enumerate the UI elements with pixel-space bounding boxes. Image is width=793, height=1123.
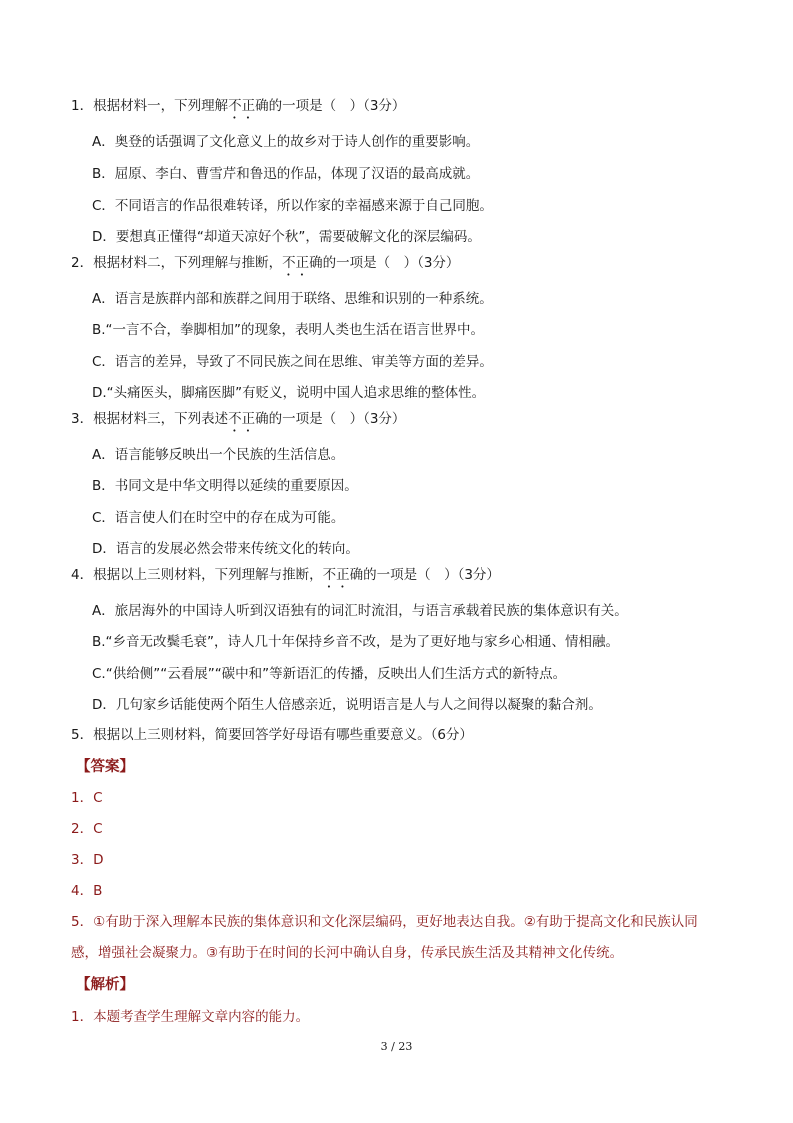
question-1-option-d: D．要想真正懂得“却道天凉好个秋”，需要破解文化的深层编码。 <box>92 229 481 245</box>
answer-3: 3．D <box>71 852 104 868</box>
question-2-option-b: B.“一言不合，拳脚相加”的现象，表明人类也生活在语言世界中。 <box>92 322 485 338</box>
question-3-stem: 3．根据材料三，下列表述不正确的一项是（ ）（3分） <box>71 411 406 427</box>
question-3-option-c: C．语言使人们在时空中的存在成为可能。 <box>92 510 345 526</box>
question-4-option-a: A．旅居海外的中国诗人听到汉语独有的词汇时流泪，与语言承载着民族的集体意识有关。 <box>92 603 628 619</box>
analysis-1: 1．本题考查学生理解文章内容的能力。 <box>71 1009 310 1025</box>
emphasis-dots: 不正 <box>322 567 350 583</box>
question-4-option-c: C.“供给侧”“云看展”“碳中和”等新语汇的传播，反映出人们生活方式的新特点。 <box>92 666 567 682</box>
question-4-option-d: D．几句家乡话能使两个陌生人倍感亲近，说明语言是人与人之间得以凝聚的黏合剂。 <box>92 697 602 713</box>
question-3-option-a: A．语言能够反映出一个民族的生活信息。 <box>92 447 345 463</box>
question-2-option-a: A．语言是族群内部和族群之间用于联络、思维和识别的一种系统。 <box>92 291 493 307</box>
emphasis-dots: 不正 <box>228 98 256 114</box>
question-2-option-d: D.“头痛医头，脚痛医脚”有贬义，说明中国人追求思维的整体性。 <box>92 385 486 401</box>
question-4-stem: 4．根据以上三则材料，下列理解与推断，不正确的一项是（ ）（3分） <box>71 567 500 583</box>
answer-4: 4．B <box>71 883 103 899</box>
answer-5-line-1: 5．①有助于深入理解本民族的集体意识和文化深层编码，更好地表达自我。②有助于提高文化和民族认同 <box>71 914 698 930</box>
emphasis-dots: 不正 <box>282 255 310 271</box>
question-5-stem: 5．根据以上三则材料，简要回答学好母语有哪些重要意义。（6分） <box>71 727 473 743</box>
answer-heading: 【答案】 <box>76 759 134 775</box>
question-3-option-d: D．语言的发展必然会带来传统文化的转向。 <box>92 541 359 557</box>
question-1-option-c: C．不同语言的作品很难转译，所以作家的幸福感来源于自己同胞。 <box>92 198 493 214</box>
analysis-heading: 【解析】 <box>76 977 134 993</box>
question-2-stem: 2．根据材料二，下列理解与推断，不正确的一项是（ ）（3分） <box>71 255 460 271</box>
question-3-option-b: B．书同文是中华文明得以延续的重要原因。 <box>92 478 358 494</box>
question-4-option-b: B.“乡音无改鬓毛衰”，诗人几十年保持乡音不改，是为了更好地与家乡心相通、情相融。 <box>92 634 620 650</box>
answer-1: 1．C <box>71 790 103 806</box>
emphasis-dots: 不正 <box>228 411 256 427</box>
question-1-option-a: A．奥登的话强调了文化意义上的故乡对于诗人创作的重要影响。 <box>92 134 480 150</box>
question-1-option-b: B．屈原、李白、曹雪芹和鲁迅的作品，体现了汉语的最高成就。 <box>92 166 480 182</box>
answer-2: 2．C <box>71 821 103 837</box>
question-1-stem: 1．根据材料一，下列理解不正确的一项是（ ）（3分） <box>71 98 406 114</box>
question-2-option-c: C．语言的差异，导致了不同民族之间在思维、审美等方面的差异。 <box>92 354 493 370</box>
answer-5-line-2: 感，增强社会凝聚力。③有助于在时间的长河中确认自身，传承民族生活及其精神文化传统。 <box>71 945 624 961</box>
page-number: 3 / 23 <box>380 1040 413 1053</box>
